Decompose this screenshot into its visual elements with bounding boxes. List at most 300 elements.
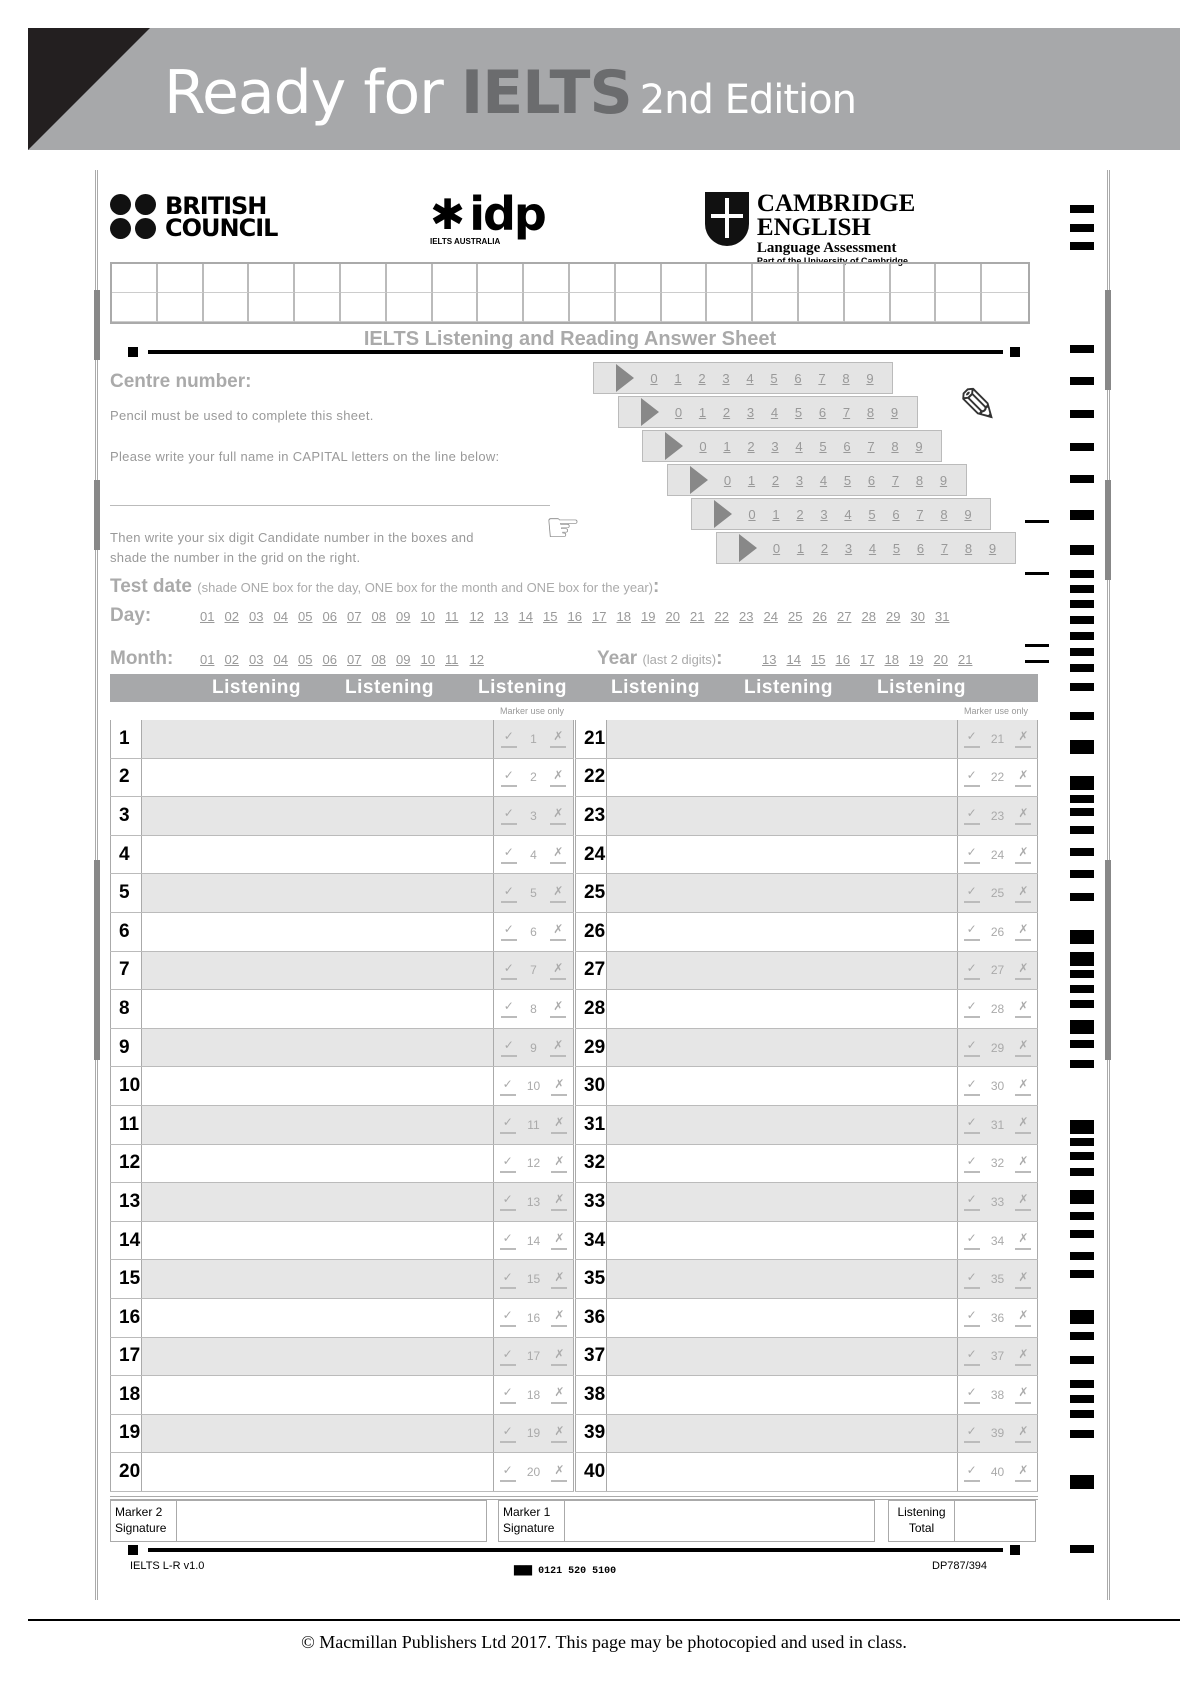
digit-option[interactable]: 9 <box>939 472 948 488</box>
digit-option[interactable]: 1 <box>796 540 805 556</box>
name-letter-box[interactable] <box>570 293 616 322</box>
name-letter-box[interactable] <box>249 264 295 293</box>
cross-icon[interactable]: ✗ <box>1015 961 1031 980</box>
name-letter-box[interactable] <box>845 293 891 322</box>
name-letter-box[interactable] <box>845 264 891 293</box>
cross-icon[interactable]: ✗ <box>1015 1463 1031 1482</box>
digit-option[interactable]: 2 <box>747 438 755 454</box>
day-option[interactable]: 29 <box>886 609 901 624</box>
digit-option[interactable]: 0 <box>772 540 781 556</box>
name-letter-box[interactable] <box>433 264 479 293</box>
answer-field[interactable] <box>142 720 494 758</box>
candidate-digit-row[interactable] <box>593 362 893 394</box>
digit-option[interactable]: 7 <box>916 506 924 522</box>
day-option[interactable]: 12 <box>469 609 484 624</box>
tick-icon[interactable]: ✓ <box>964 729 980 748</box>
month-option[interactable]: 03 <box>249 652 264 667</box>
day-option[interactable]: 28 <box>861 609 876 624</box>
tick-icon[interactable]: ✓ <box>964 1154 980 1173</box>
cross-icon[interactable]: ✗ <box>550 729 566 748</box>
cross-icon[interactable]: ✗ <box>550 922 566 941</box>
day-option[interactable]: 26 <box>812 609 827 624</box>
name-letter-box[interactable] <box>982 293 1028 322</box>
month-option[interactable]: 07 <box>347 652 362 667</box>
digit-option[interactable]: 1 <box>772 506 780 522</box>
answer-field[interactable] <box>142 874 494 912</box>
name-letter-box[interactable] <box>799 264 845 293</box>
marker-box[interactable] <box>494 759 574 797</box>
cross-icon[interactable]: ✗ <box>551 1463 567 1482</box>
answer-field[interactable] <box>607 1222 958 1260</box>
marker-box[interactable] <box>494 990 574 1028</box>
tick-icon[interactable]: ✓ <box>500 1424 516 1443</box>
name-letter-box[interactable] <box>295 264 341 293</box>
marker-box[interactable] <box>958 1260 1038 1298</box>
marker-box[interactable] <box>494 952 574 990</box>
marker-box[interactable] <box>958 952 1038 990</box>
answer-field[interactable] <box>142 1453 494 1491</box>
cross-icon[interactable]: ✗ <box>1015 1192 1031 1211</box>
answer-field[interactable] <box>607 1029 958 1067</box>
answer-field[interactable] <box>142 1299 494 1337</box>
marker-box[interactable] <box>958 797 1038 835</box>
digit-option[interactable]: 6 <box>892 506 900 522</box>
answer-field[interactable] <box>142 990 494 1028</box>
tick-icon[interactable]: ✓ <box>964 999 980 1018</box>
marker-box[interactable] <box>958 1376 1038 1414</box>
day-option[interactable]: 30 <box>910 609 925 624</box>
month-option[interactable]: 04 <box>273 652 288 667</box>
answer-field[interactable] <box>607 1453 958 1491</box>
answer-field[interactable] <box>142 1376 494 1414</box>
answer-field[interactable] <box>142 836 494 874</box>
marker-box[interactable] <box>494 1029 574 1067</box>
day-option[interactable]: 31 <box>935 609 950 624</box>
tick-icon[interactable]: ✓ <box>964 1308 980 1327</box>
month-option[interactable]: 02 <box>224 652 239 667</box>
candidate-digit-row[interactable] <box>618 396 918 428</box>
digit-option[interactable]: 6 <box>867 472 876 488</box>
answer-field[interactable] <box>142 1183 494 1221</box>
digit-option[interactable]: 8 <box>891 438 899 454</box>
answer-field[interactable] <box>607 874 958 912</box>
cross-icon[interactable]: ✗ <box>1015 1038 1031 1057</box>
answer-field[interactable] <box>142 759 494 797</box>
answer-field[interactable] <box>142 1029 494 1067</box>
marker-box[interactable] <box>958 1183 1038 1221</box>
tick-icon[interactable]: ✓ <box>964 1347 980 1366</box>
marker-box[interactable] <box>494 1260 574 1298</box>
digit-option[interactable]: 8 <box>842 370 850 386</box>
month-option[interactable]: 12 <box>469 652 484 667</box>
marker-box[interactable] <box>958 1106 1038 1144</box>
marker-box[interactable] <box>494 1145 574 1183</box>
marker-box[interactable] <box>958 1222 1038 1260</box>
digit-option[interactable]: 3 <box>795 472 804 488</box>
tick-icon[interactable]: ✓ <box>964 1231 980 1250</box>
day-option[interactable]: 01 <box>200 609 215 624</box>
cross-icon[interactable]: ✗ <box>550 768 566 787</box>
digit-option[interactable]: 1 <box>747 472 756 488</box>
tick-icon[interactable]: ✓ <box>501 1038 517 1057</box>
candidate-digit-row[interactable] <box>716 532 1016 564</box>
marker-box[interactable] <box>494 1067 574 1105</box>
name-letter-box[interactable] <box>341 264 387 293</box>
digit-option[interactable]: 3 <box>820 506 828 522</box>
day-option[interactable]: 19 <box>641 609 656 624</box>
cross-icon[interactable]: ✗ <box>1015 884 1031 903</box>
tick-icon[interactable]: ✓ <box>501 806 517 825</box>
answer-field[interactable] <box>607 1376 958 1414</box>
tick-icon[interactable]: ✓ <box>964 961 980 980</box>
answer-field[interactable] <box>607 1415 958 1453</box>
name-letter-box[interactable] <box>570 264 616 293</box>
marker-box[interactable] <box>958 1415 1038 1453</box>
tick-icon[interactable]: ✓ <box>500 1385 516 1404</box>
cross-icon[interactable]: ✗ <box>1015 768 1031 787</box>
tick-icon[interactable]: ✓ <box>500 1231 516 1250</box>
day-option[interactable]: 24 <box>763 609 778 624</box>
name-letter-box[interactable] <box>387 264 433 293</box>
day-options[interactable] <box>200 609 960 624</box>
day-option[interactable]: 27 <box>837 609 852 624</box>
answer-field[interactable] <box>607 913 958 951</box>
tick-icon[interactable]: ✓ <box>964 1385 980 1404</box>
answer-field[interactable] <box>607 759 958 797</box>
marker-box[interactable] <box>494 1183 574 1221</box>
name-letter-box[interactable] <box>204 293 250 322</box>
year-options[interactable] <box>762 652 983 667</box>
name-letter-box[interactable] <box>936 264 982 293</box>
name-letter-box[interactable] <box>341 293 387 322</box>
digit-option[interactable]: 5 <box>794 404 803 420</box>
digit-option[interactable]: 5 <box>843 472 852 488</box>
digit-option[interactable]: 8 <box>866 404 875 420</box>
month-option[interactable]: 10 <box>420 652 435 667</box>
year-option[interactable]: 17 <box>860 652 875 667</box>
cross-icon[interactable]: ✗ <box>1015 1308 1031 1327</box>
name-letter-box[interactable] <box>112 264 158 293</box>
cross-icon[interactable]: ✗ <box>1015 729 1031 748</box>
digit-option[interactable]: 0 <box>699 438 707 454</box>
digit-option[interactable]: 9 <box>890 404 899 420</box>
name-letter-box[interactable] <box>936 293 982 322</box>
marker-box[interactable] <box>958 759 1038 797</box>
cross-icon[interactable]: ✗ <box>1015 1347 1031 1366</box>
tick-icon[interactable]: ✓ <box>500 1115 516 1134</box>
marker-box[interactable] <box>958 1067 1038 1105</box>
cross-icon[interactable]: ✗ <box>1015 845 1031 864</box>
digit-option[interactable]: 8 <box>964 540 973 556</box>
candidate-digit-row[interactable] <box>642 430 942 462</box>
marker-box[interactable] <box>494 1222 574 1260</box>
cross-icon[interactable]: ✗ <box>1015 1077 1031 1096</box>
day-option[interactable]: 09 <box>396 609 411 624</box>
digit-option[interactable]: 5 <box>770 370 778 386</box>
marker-box[interactable] <box>494 1106 574 1144</box>
year-option[interactable]: 13 <box>762 652 777 667</box>
marker-box[interactable] <box>958 1299 1038 1337</box>
month-option[interactable]: 08 <box>371 652 386 667</box>
name-letter-box[interactable] <box>524 264 570 293</box>
cross-icon[interactable]: ✗ <box>1015 1154 1031 1173</box>
marker-box[interactable] <box>494 913 574 951</box>
candidate-digit-row[interactable] <box>667 464 967 496</box>
digit-option[interactable]: 3 <box>722 370 730 386</box>
cross-icon[interactable]: ✗ <box>550 999 566 1018</box>
tick-icon[interactable]: ✓ <box>500 1077 516 1096</box>
answer-field[interactable] <box>607 1299 958 1337</box>
name-letter-box[interactable] <box>891 293 937 322</box>
marker-box[interactable] <box>958 1453 1038 1491</box>
cross-icon[interactable]: ✗ <box>1015 1115 1031 1134</box>
answer-field[interactable] <box>607 1260 958 1298</box>
digit-option[interactable]: 7 <box>818 370 826 386</box>
digit-option[interactable]: 9 <box>915 438 923 454</box>
year-option[interactable]: 16 <box>835 652 850 667</box>
answer-field[interactable] <box>142 1222 494 1260</box>
answer-field[interactable] <box>142 797 494 835</box>
month-option[interactable]: 01 <box>200 652 215 667</box>
tick-icon[interactable]: ✓ <box>964 1115 980 1134</box>
answer-field[interactable] <box>607 1183 958 1221</box>
day-option[interactable]: 11 <box>445 609 459 624</box>
day-option[interactable]: 20 <box>665 609 680 624</box>
marker-box[interactable] <box>494 1299 574 1337</box>
cross-icon[interactable]: ✗ <box>1015 806 1031 825</box>
answer-field[interactable] <box>607 1106 958 1144</box>
year-option[interactable]: 20 <box>933 652 948 667</box>
name-letter-box[interactable] <box>158 264 204 293</box>
answer-field[interactable] <box>142 1106 494 1144</box>
tick-icon[interactable]: ✓ <box>501 884 517 903</box>
cross-icon[interactable]: ✗ <box>1015 922 1031 941</box>
marker-box[interactable] <box>494 1338 574 1376</box>
marker1-signature-box[interactable] <box>498 1500 875 1542</box>
tick-icon[interactable]: ✓ <box>964 922 980 941</box>
digit-option[interactable]: 1 <box>674 370 682 386</box>
marker-box[interactable] <box>494 797 574 835</box>
digit-option[interactable]: 2 <box>722 404 731 420</box>
cross-icon[interactable]: ✗ <box>550 806 566 825</box>
digit-option[interactable]: 0 <box>723 472 732 488</box>
digit-option[interactable]: 7 <box>940 540 949 556</box>
day-option[interactable]: 05 <box>298 609 313 624</box>
cross-icon[interactable]: ✗ <box>551 1308 567 1327</box>
cross-icon[interactable]: ✗ <box>1015 1424 1031 1443</box>
digit-option[interactable]: 8 <box>940 506 948 522</box>
answer-field[interactable] <box>142 1338 494 1376</box>
name-letter-box[interactable] <box>295 293 341 322</box>
day-option[interactable]: 23 <box>739 609 754 624</box>
cross-icon[interactable]: ✗ <box>550 884 566 903</box>
name-letter-box[interactable] <box>707 293 753 322</box>
tick-icon[interactable]: ✓ <box>501 729 517 748</box>
answer-field[interactable] <box>607 836 958 874</box>
tick-icon[interactable]: ✓ <box>964 1077 980 1096</box>
answer-field[interactable] <box>142 913 494 951</box>
name-letter-box[interactable] <box>158 293 204 322</box>
digit-option[interactable]: 5 <box>892 540 901 556</box>
answer-field[interactable] <box>142 1145 494 1183</box>
year-option[interactable]: 19 <box>909 652 924 667</box>
digit-option[interactable]: 7 <box>891 472 900 488</box>
marker-box[interactable] <box>494 874 574 912</box>
tick-icon[interactable]: ✓ <box>501 961 517 980</box>
tick-icon[interactable]: ✓ <box>501 999 517 1018</box>
name-letter-box[interactable] <box>478 264 524 293</box>
day-option[interactable]: 21 <box>690 609 705 624</box>
digit-option[interactable]: 0 <box>748 506 756 522</box>
answer-field[interactable] <box>607 797 958 835</box>
marker-box[interactable] <box>958 874 1038 912</box>
digit-option[interactable]: 4 <box>819 472 828 488</box>
name-letter-box[interactable] <box>982 264 1028 293</box>
cross-icon[interactable]: ✗ <box>550 845 566 864</box>
digit-option[interactable]: 4 <box>746 370 754 386</box>
cross-icon[interactable]: ✗ <box>551 1077 567 1096</box>
digit-option[interactable]: 1 <box>698 404 707 420</box>
cross-icon[interactable]: ✗ <box>551 1347 567 1366</box>
tick-icon[interactable]: ✓ <box>500 1192 516 1211</box>
day-option[interactable]: 03 <box>249 609 264 624</box>
day-option[interactable]: 15 <box>543 609 558 624</box>
answer-field[interactable] <box>142 952 494 990</box>
day-option[interactable]: 07 <box>347 609 362 624</box>
digit-option[interactable]: 6 <box>916 540 925 556</box>
name-letter-box[interactable] <box>478 293 524 322</box>
name-letter-box[interactable] <box>662 293 708 322</box>
day-option[interactable]: 22 <box>714 609 729 624</box>
digit-option[interactable]: 5 <box>868 506 876 522</box>
name-letter-box[interactable] <box>387 293 433 322</box>
listening-total-box[interactable] <box>888 1500 1036 1542</box>
digit-option[interactable]: 4 <box>795 438 803 454</box>
digit-option[interactable]: 7 <box>842 404 851 420</box>
year-option[interactable]: 21 <box>958 652 973 667</box>
digit-option[interactable]: 4 <box>770 404 779 420</box>
marker-box[interactable] <box>494 720 574 758</box>
day-option[interactable]: 10 <box>420 609 435 624</box>
marker-box[interactable] <box>494 1415 574 1453</box>
digit-option[interactable]: 3 <box>771 438 779 454</box>
cross-icon[interactable]: ✗ <box>1015 999 1031 1018</box>
tick-icon[interactable]: ✓ <box>500 1308 516 1327</box>
answer-field[interactable] <box>607 720 958 758</box>
month-option[interactable]: 05 <box>298 652 313 667</box>
marker-box[interactable] <box>958 990 1038 1028</box>
month-option[interactable]: 11 <box>445 652 459 667</box>
tick-icon[interactable]: ✓ <box>500 1154 516 1173</box>
tick-icon[interactable]: ✓ <box>964 1038 980 1057</box>
cross-icon[interactable]: ✗ <box>551 1154 567 1173</box>
digit-option[interactable]: 0 <box>650 370 658 386</box>
cross-icon[interactable]: ✗ <box>551 1115 567 1134</box>
marker-box[interactable] <box>958 1338 1038 1376</box>
digit-option[interactable]: 3 <box>746 404 755 420</box>
cross-icon[interactable]: ✗ <box>1015 1270 1031 1289</box>
name-letter-box[interactable] <box>799 293 845 322</box>
month-option[interactable]: 06 <box>322 652 337 667</box>
tick-icon[interactable]: ✓ <box>500 1463 516 1482</box>
tick-icon[interactable]: ✓ <box>964 768 980 787</box>
digit-option[interactable]: 2 <box>796 506 804 522</box>
tick-icon[interactable]: ✓ <box>964 1463 980 1482</box>
day-option[interactable]: 02 <box>224 609 239 624</box>
digit-option[interactable]: 6 <box>794 370 802 386</box>
digit-option[interactable]: 4 <box>844 506 852 522</box>
cross-icon[interactable]: ✗ <box>1015 1385 1031 1404</box>
tick-icon[interactable]: ✓ <box>501 845 517 864</box>
tick-icon[interactable]: ✓ <box>501 922 517 941</box>
digit-option[interactable]: 5 <box>819 438 827 454</box>
marker2-signature-box[interactable] <box>110 1500 487 1542</box>
digit-option[interactable]: 6 <box>843 438 851 454</box>
marker-box[interactable] <box>494 836 574 874</box>
day-option[interactable]: 17 <box>592 609 607 624</box>
answer-field[interactable] <box>607 1067 958 1105</box>
digit-option[interactable]: 1 <box>723 438 731 454</box>
full-name-line[interactable] <box>110 505 550 506</box>
day-option[interactable]: 16 <box>567 609 582 624</box>
name-letter-box[interactable] <box>616 293 662 322</box>
digit-option[interactable]: 9 <box>866 370 874 386</box>
day-option[interactable]: 13 <box>494 609 509 624</box>
marker-box[interactable] <box>958 836 1038 874</box>
name-letter-box[interactable] <box>249 293 295 322</box>
cross-icon[interactable]: ✗ <box>551 1231 567 1250</box>
marker-box[interactable] <box>958 1029 1038 1067</box>
year-option[interactable]: 18 <box>884 652 899 667</box>
cross-icon[interactable]: ✗ <box>551 1424 567 1443</box>
day-option[interactable]: 04 <box>273 609 288 624</box>
name-letter-box[interactable] <box>204 264 250 293</box>
digit-option[interactable]: 0 <box>674 404 683 420</box>
year-option[interactable]: 14 <box>786 652 801 667</box>
answer-field[interactable] <box>607 1145 958 1183</box>
digit-option[interactable]: 2 <box>820 540 829 556</box>
answer-field[interactable] <box>607 990 958 1028</box>
digit-option[interactable]: 8 <box>915 472 924 488</box>
cross-icon[interactable]: ✗ <box>551 1385 567 1404</box>
answer-field[interactable] <box>607 952 958 990</box>
name-letter-box[interactable] <box>616 264 662 293</box>
marker-box[interactable] <box>958 1145 1038 1183</box>
tick-icon[interactable]: ✓ <box>964 1424 980 1443</box>
name-letter-box[interactable] <box>891 264 937 293</box>
answer-field[interactable] <box>142 1067 494 1105</box>
tick-icon[interactable]: ✓ <box>500 1270 516 1289</box>
name-letter-box[interactable] <box>753 264 799 293</box>
marker-box[interactable] <box>958 913 1038 951</box>
month-option[interactable]: 09 <box>396 652 411 667</box>
digit-option[interactable]: 3 <box>844 540 853 556</box>
cross-icon[interactable]: ✗ <box>551 1270 567 1289</box>
candidate-digit-row[interactable] <box>691 498 991 530</box>
digit-option[interactable]: 2 <box>771 472 780 488</box>
cross-icon[interactable]: ✗ <box>1015 1231 1031 1250</box>
digit-option[interactable]: 9 <box>964 506 972 522</box>
name-letter-box[interactable] <box>112 293 158 322</box>
name-letter-box[interactable] <box>662 264 708 293</box>
name-letter-grid[interactable] <box>110 262 1030 324</box>
day-option[interactable]: 08 <box>371 609 386 624</box>
day-option[interactable]: 25 <box>788 609 803 624</box>
digit-option[interactable]: 7 <box>867 438 875 454</box>
day-option[interactable]: 14 <box>518 609 533 624</box>
answer-field[interactable] <box>142 1260 494 1298</box>
tick-icon[interactable]: ✓ <box>964 1270 980 1289</box>
